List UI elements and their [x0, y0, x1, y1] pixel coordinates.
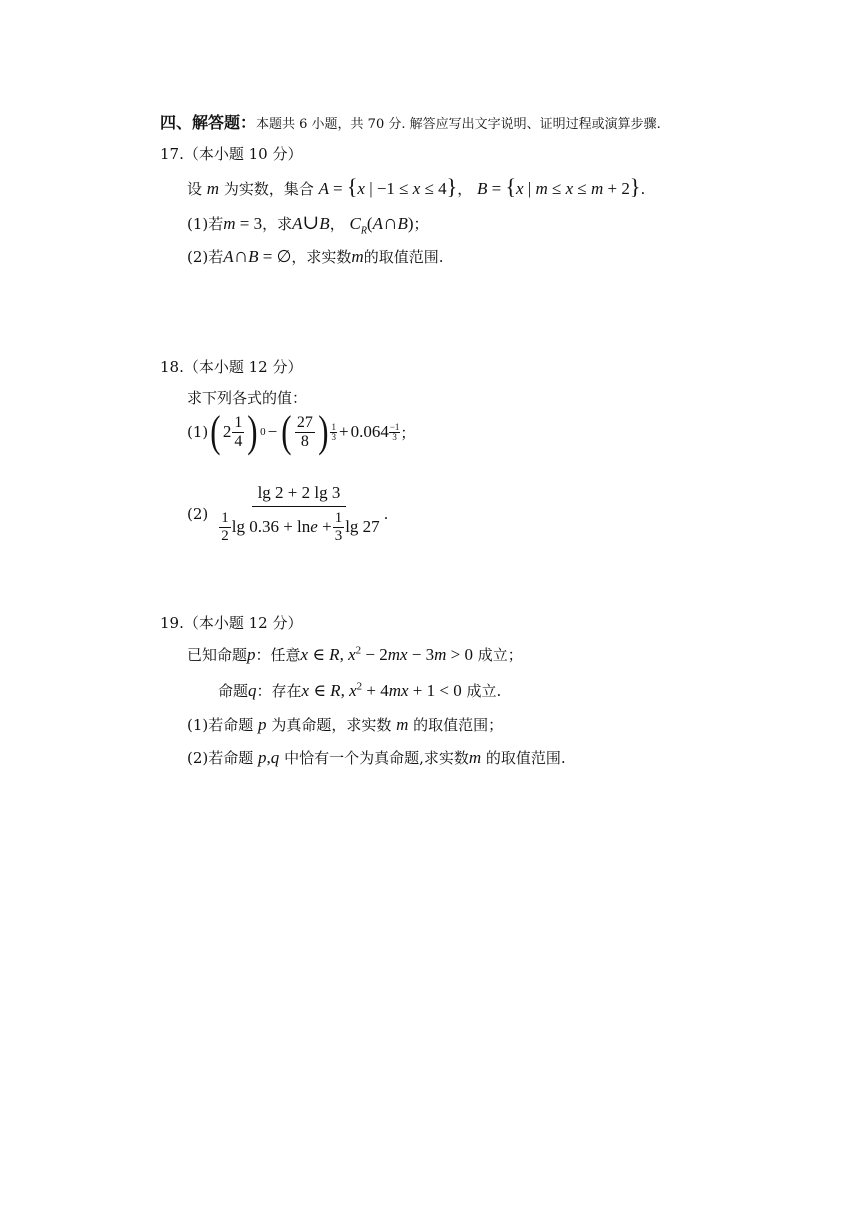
q19-line1-text-b: ：任意: [255, 646, 301, 664]
var-m: m: [351, 247, 364, 266]
q19-line2-text-a: 命题: [218, 682, 249, 700]
set-a-definition: A = {x | −1 ≤ x ≤ 4}: [318, 174, 458, 199]
var-m: m: [468, 748, 482, 767]
var-m: m: [396, 715, 409, 734]
q19-part1: [187, 714, 503, 735]
q19-line1: [187, 644, 523, 665]
q17-part1-label: (1)若: [187, 215, 224, 233]
q18-part2-label: (2): [187, 504, 209, 523]
q19-part2: [187, 747, 566, 768]
q19-part2-text-b: 中恰有一个为真命题,求实数: [284, 749, 469, 767]
union-expression: A∪B: [292, 212, 330, 234]
set-b-definition: B = {x | m ≤ x ≤ m + 2}: [477, 174, 641, 199]
q18-part2: [187, 483, 388, 544]
q18-part2-fraction: [214, 483, 383, 544]
q17-header: 17.（本小题 10 分）: [160, 145, 303, 163]
var-p: p: [247, 645, 256, 664]
q17-stem-text-a: 设: [187, 180, 203, 198]
var-p: p: [258, 715, 267, 734]
q19-part1-text-a: (1)若命题: [187, 716, 254, 734]
q17-part1-end: ；: [413, 215, 429, 233]
q17-part1-condition: m = 3: [223, 214, 263, 233]
q17-part2: [187, 245, 443, 268]
proposition-p-expression: x ∈ R, $x^2 - 2mx - 3m > 0$: [300, 644, 473, 664]
q18-part1-expression: ( 2 $\frac{1}{4}$ ) 0 − ( $\frac{27}{8}$ ) 1 3 + 0.064 $\frac{-1}{3}$: [210, 407, 400, 456]
q19-line2-text-b: ：存在: [256, 682, 302, 700]
q18-stem: 求下列各式的值：: [187, 389, 308, 407]
q19-line1-text-a: 已知命题: [187, 646, 248, 664]
var-q: q: [248, 681, 257, 700]
q17-part1-text: ，求: [262, 215, 293, 233]
q18-part2-numerator: lg 2 + 2 lg 3: [252, 483, 347, 507]
q19-line2-text-c: 成立.: [466, 682, 502, 700]
section-description: 本题共 6 小题，共 70 分. 解答应写出文字说明、证明过程或演算步骤.: [256, 117, 661, 132]
q18-part1-label: (1): [187, 423, 209, 441]
var-m: m: [206, 179, 220, 198]
q19-line1-text-c: 成立；: [477, 646, 523, 664]
q18-part2-end: .: [383, 504, 389, 523]
section-header: [160, 110, 661, 133]
q17-stem: 设 m 为实数，集合 A = {x | −1 ≤ x ≤ 4}， B = {x | m ≤ x ≤ m + 2}.: [187, 174, 646, 199]
q19-part1-text-c: 的取值范围；: [413, 716, 504, 734]
q18-part1-end: ；: [400, 423, 416, 442]
q17-part2-condition: A∩B = ∅: [223, 245, 292, 267]
section-title: 四、解答题：: [160, 113, 257, 132]
vars-p-q: p,q: [258, 748, 280, 767]
q19-part2-text-c: 的取值范围.: [485, 749, 566, 767]
q17-part2-text-a: ，求实数: [291, 248, 352, 266]
q19-header: 19.（本小题 12 分）: [160, 614, 303, 632]
q19-part1-text-b: 为真命题，求实数: [271, 716, 392, 734]
q17-part1: (1)若m = 3，求A∪B， $C_R(A\cap B)$；: [187, 212, 429, 237]
proposition-q-expression: x ∈ R, $x^2 + 4mx + 1 < 0$: [301, 680, 462, 700]
q17-part2-label: (2)若: [187, 248, 224, 266]
q18-part2-denominator: $\frac{1}{2}$ lg 0.36 + ln e + $\frac{1}{3}$ lg 27: [221, 510, 380, 544]
q18-part1: [187, 407, 416, 456]
complement-expression: $C_R(A\cap B)$: [349, 212, 414, 237]
q17-stem-text-b: 为实数，集合: [223, 180, 314, 198]
q17-part2-text-b: 的取值范围.: [363, 248, 444, 266]
q19-part2-text-a: (2)若命题: [187, 749, 254, 767]
q19-line2: [218, 680, 501, 701]
q18-header: 18.（本小题 12 分）: [160, 358, 303, 376]
